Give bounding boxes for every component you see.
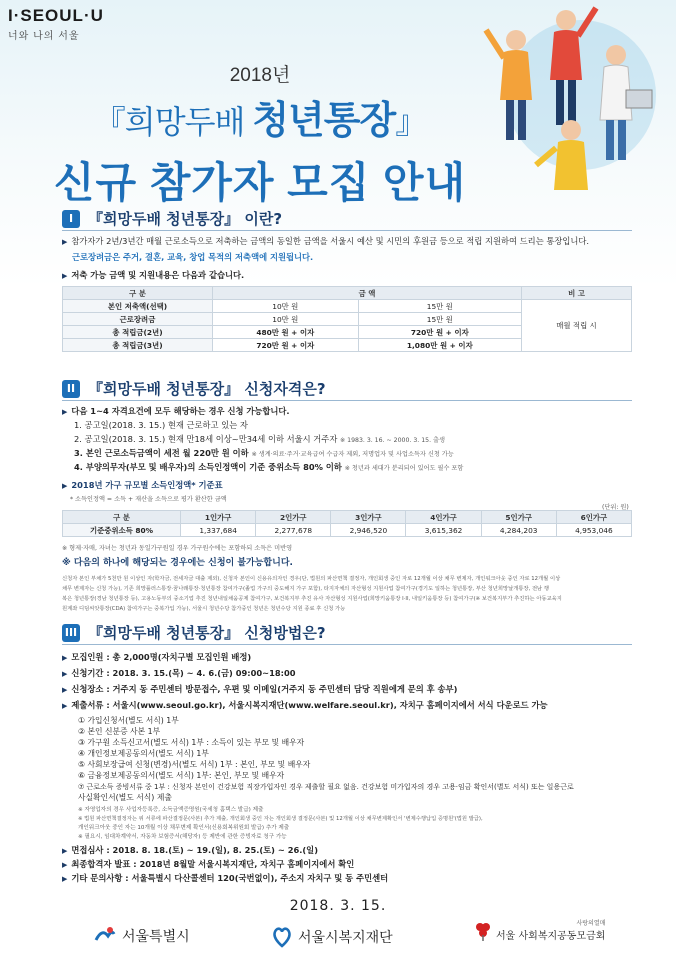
table-cell: 480만 원 + 이자	[213, 326, 359, 339]
seoul-logo	[8, 6, 104, 42]
table-cell: 4,953,046	[556, 524, 631, 537]
doc-note: ※ 법원 파산면책결정자는 위 서류에 파산결정문(사본) 추가 제출, 개인회생 중인 자는 개인회생 결정문(사본) 및 12개월 이상 채무변제확인서 '변제수행납입 증명원'(법원 발급),	[78, 816, 483, 822]
income-table	[62, 510, 632, 537]
table-cell: 2,277,678	[256, 524, 331, 537]
table-cell: 근로장려금	[63, 313, 213, 326]
section2-line1-text: 다음 1~4 자격요건에 모두 해당하는 경우 신청 가능합니다.	[71, 406, 290, 416]
savings-header-amount: 금 액	[213, 287, 522, 300]
income-header: 2인가구	[256, 511, 331, 524]
eligibility-item3-note: ※ 생계·의료·주거·교육급여 수급자 제외, 저명업자 및 사업소득자 신청 가능	[251, 451, 454, 458]
section3-header	[62, 622, 326, 643]
eligibility-item3	[74, 448, 454, 460]
income-header: 6인가구	[556, 511, 631, 524]
doc-note: ※ 자영업자의 경우 사업자등록증, 소득금액증명원(국세청 홈택스 발급) 제출	[78, 807, 264, 813]
program-name-strong: 청년통장	[252, 100, 396, 142]
income-table-note: * 소득인정액 = 소득 + 재산을 소득으로 평가 환산한 금액	[70, 496, 227, 503]
section2-header	[62, 378, 326, 399]
welfare-foundation-logo	[272, 926, 393, 948]
doc-item: ⑥ 금융정보제공동의서(별도 서식) 1부: 본인, 부모 및 배우자	[78, 771, 285, 780]
table-cell: 기준중위소득 80%	[63, 524, 181, 537]
doc-item: ③ 가구원 소득신고서(별도 서식) 1부 : 소득이 있는 부모 및 배우자	[78, 738, 305, 747]
logo-main: I·SEOUL·U	[8, 6, 104, 25]
apply-place	[62, 684, 457, 696]
apply-period-text: 신청기간 : 2018. 3. 15.(목) ~ 4. 6.(금) 09:00~18:00	[71, 668, 296, 678]
bullet-triangle-icon: ▶	[62, 875, 68, 883]
eligibility-item2	[74, 434, 445, 446]
income-header: 4인가구	[406, 511, 481, 524]
heart-emblem-icon	[272, 926, 292, 948]
income-header: 1인가구	[181, 511, 256, 524]
table-cell: 10만 원	[213, 313, 359, 326]
income-header: 5인가구	[481, 511, 556, 524]
interview-schedule-text: 면접심사 : 2018. 8. 18.(토) ~ 19.(일), 8. 25.(토) ~ 26.(일)	[71, 845, 318, 855]
table-cell: 총 적립금(2년)	[63, 326, 213, 339]
table-row	[63, 300, 632, 313]
doc-item: ① 가입신청서(별도 서식) 1부	[78, 716, 179, 725]
table-cell: 1,080만 원 + 이자	[358, 339, 521, 352]
bullet-triangle-icon: ▶	[62, 238, 68, 246]
eligibility-item1: 1. 공고일(2018. 3. 15.) 현재 근로하고 있는 자	[74, 420, 248, 430]
contact-info-text: 기타 문의사항 : 서울특별시 다산콜센터 120(국번없이), 주소지 자치구 및 동 주민센터	[71, 873, 389, 883]
eligibility-item3-text: 3. 본인 근로소득금액이 세전 월 220만 원 이하	[74, 448, 249, 458]
bullet-triangle-icon: ▶	[62, 654, 68, 662]
bullet-triangle-icon: ▶	[62, 482, 68, 490]
section1-line2: 근로장려금은 주거, 결혼, 교육, 창업 목적의 저축액에 지원됩니다.	[72, 252, 314, 262]
eligibility-item2-text: 2. 공고일(2018. 3. 15.) 현재 만18세 이상~만34세 이하 서울시 거주자	[74, 434, 338, 444]
program-name-close: 』	[395, 104, 427, 140]
section3-number: III	[62, 624, 80, 642]
income-header: 구 분	[63, 511, 181, 524]
doc-item: ⑤ 사회보장급여 신청(변경)서(별도 서식) 1부 : 본인, 부모 및 배우자	[78, 760, 311, 769]
eligibility-item4-text: 4. 부양의무자(부모 및 배우자)의 소득인정액이 기준 중위소득 80% 이하	[74, 462, 342, 472]
eligibility-item4	[74, 462, 463, 474]
table-cell: 720만 원 + 이자	[358, 326, 521, 339]
section1-number: I	[62, 210, 80, 228]
income-table-title	[62, 480, 223, 492]
final-announcement-text: 최종합격자 발표 : 2018년 8월말 서울시복지재단, 자치구 홈페이지에서 확인	[71, 859, 355, 869]
exclusion-text-2: 채무 변제자는 신청 가능), 기존 희망플러스통장·꿈나래통장·청년통장 참여가구(졸업 가구의 중도해지 가구 포함), 타지자체의 자산형성 지원사업 참여가구(경기도 일하는 청년통장, 부산 청년희망날개통장, 전남 행	[62, 586, 549, 592]
interview-schedule	[62, 845, 318, 857]
program-name	[0, 89, 520, 144]
doc-item: ④ 개인정보제공동의서(별도 서식) 1부	[78, 749, 209, 758]
section2-title: 『희망두배 청년통장』 신청자격은?	[88, 380, 326, 398]
section3-title: 『희망두배 청년통장』 신청방법은?	[88, 624, 326, 642]
apply-period	[62, 668, 296, 680]
doc-note: 개인워크아웃 중인 자는 10개월 이상 채무변제 확인서(신용회복위원회 발급) 추가 제출	[78, 825, 290, 831]
section1-title: 『희망두배 청년통장』 이란?	[88, 210, 283, 228]
community-chest-name: 서울 사회복지공동모금회	[496, 931, 606, 942]
section1-line3-text: 저축 가능 금액 및 지원내용은 다음과 같습니다.	[71, 270, 245, 280]
logo-slogan: 너와 나의 서울	[8, 31, 80, 42]
doc-item: 사실확인서(별도 서식) 제출	[78, 793, 172, 802]
savings-note-cell: 매월 적립 시	[522, 300, 632, 352]
community-chest-logo	[474, 918, 605, 942]
doc-note: ※ 필요시, 임대차계약서, 자동차 보험증서(해당자) 등 제반에 관한 증빙자료 청구 가능	[78, 834, 287, 840]
bullet-triangle-icon: ▶	[62, 847, 68, 855]
section1-line3	[62, 270, 244, 282]
table-cell: 2,946,520	[331, 524, 406, 537]
table-row	[63, 524, 632, 537]
table-cell: 10만 원	[213, 300, 359, 313]
eligibility-item4-note: ※ 청년과 세대가 분리되어 있어도 필수 포함	[344, 465, 464, 472]
savings-table	[62, 286, 632, 352]
apply-place-text: 신청장소 : 거주지 동 주민센터 방문접수, 우편 및 이메일(거주지 동 주민센터 담당 직원에게 문의 후 송부)	[71, 684, 458, 694]
table-cell: 15만 원	[358, 300, 521, 313]
table-cell: 15만 원	[358, 313, 521, 326]
required-docs-text: 제출서류 : 서울시(www.seoul.go.kr), 서울시복지재단(www.welfare.seoul.kr), 자치구 홈페이지에서 서식 다운로드 가능	[71, 700, 548, 710]
bullet-triangle-icon: ▶	[62, 702, 68, 710]
table-cell: 4,284,203	[481, 524, 556, 537]
recruit-count-text: 모집인원 : 총 2,000명(자치구별 모집인원 배정)	[71, 652, 252, 662]
table-cell: 1,337,684	[181, 524, 256, 537]
seoul-city-name: 서울특별시	[122, 929, 190, 945]
bullet-triangle-icon: ▶	[62, 408, 68, 416]
section2-number: II	[62, 380, 80, 398]
year-label: 2018년	[229, 65, 291, 86]
table-cell: 720만 원 + 이자	[213, 339, 359, 352]
bullet-triangle-icon: ▶	[62, 861, 68, 869]
savings-header-note: 비 고	[522, 287, 632, 300]
seoul-city-logo	[94, 926, 190, 946]
income-table-unit: (단위: 원)	[602, 504, 629, 511]
section1-divider	[62, 230, 632, 231]
seoul-city-emblem-icon	[94, 926, 116, 946]
savings-header-category: 구 분	[63, 287, 213, 300]
doc-item: ② 본인 신분증 사본 1부	[78, 727, 161, 736]
required-docs	[62, 700, 548, 712]
section1-line1-text: 참가자가 2년/3년간 매월 근로소득으로 저축하는 금액의 동일한 금액을 서울시 예산 및 시민의 후원금 등으로 적립 지원하여 드리는 통장입니다.	[71, 236, 590, 246]
doc-item: ⑦ 근로소득 증빙서류 중 1부 : 신청자 본인이 건강보험 직장가입자인 경우 제출할 필요 없음. 건강보험 미가입자의 경우 고용·임금 확인서(별도 서식) 또는 일용근로	[78, 783, 574, 791]
section3-divider	[62, 644, 632, 645]
contact-info	[62, 873, 388, 885]
section2-line1	[62, 406, 290, 418]
bullet-triangle-icon: ▶	[62, 670, 68, 678]
income-header: 3인가구	[331, 511, 406, 524]
title-block	[0, 60, 520, 210]
bullet-triangle-icon: ▶	[62, 272, 68, 280]
page-title: 신규 참가자 모집 안내	[53, 159, 467, 206]
exclusion-text-1: 신청자 본인 부채가 5천만 원 이상인 자(학자금, 전세자금 대출 제외), 신청자 본인이 신용유의자인 경우(단, 법원의 파산면책 결정자, 개인회생 중인 자로 12개월 이상 채무 변제자, 개인워크아웃 중인 자로 12개월 이상	[62, 576, 561, 582]
issue-date: 2018. 3. 15.	[289, 898, 387, 914]
table-cell: 총 적립금(3년)	[63, 339, 213, 352]
exclusion-text-4: 원계좌 디딤씨앗통장(CDA) 참여가구는 중복가입 가능), 서울시 청년수당 참가중인 청년은 청년수당 지원 종료 후 신청 가능	[62, 606, 346, 612]
table-cell: 본인 저축액(선택)	[63, 300, 213, 313]
eligibility-item2-note: ※ 1983. 3. 16. ~ 2000. 3. 15. 출생	[339, 437, 445, 444]
welfare-foundation-name: 서울시복지재단	[298, 930, 393, 946]
income-footnote: ※ 형제·자매, 자녀는 청년과 동일가구원일 경우 가구원수에는 포함하되 소득은 미반영	[62, 545, 293, 552]
final-announcement	[62, 859, 354, 871]
community-chest-tag: 사랑의열매	[576, 920, 606, 927]
section2-divider	[62, 400, 632, 401]
bullet-triangle-icon: ▶	[62, 686, 68, 694]
exclusion-text-3: 복은 청년통장(경남 청년통장 등), 고용노동부의 중소기업 추진 청년내일채움공제 참여가구, 보건복지부 추진 유사 자산형성 지원사업(희망키움통장 I·II, 내일키움통장 등) 참여가구(※ 보건복지부가 추진하는 아동교육지	[62, 596, 562, 602]
program-name-open: 『희망두배	[93, 104, 253, 140]
section1-line1	[62, 236, 589, 248]
fruit-emblem-icon	[474, 919, 492, 941]
income-table-title-text: 2018년 가구 규모별 소득인정액* 기준표	[71, 480, 223, 490]
table-cell: 3,615,362	[406, 524, 481, 537]
section1-header	[62, 208, 282, 229]
exclusion-title: ※ 다음의 하나에 해당되는 경우에는 신청이 불가능합니다.	[62, 558, 293, 568]
recruit-count	[62, 652, 251, 664]
